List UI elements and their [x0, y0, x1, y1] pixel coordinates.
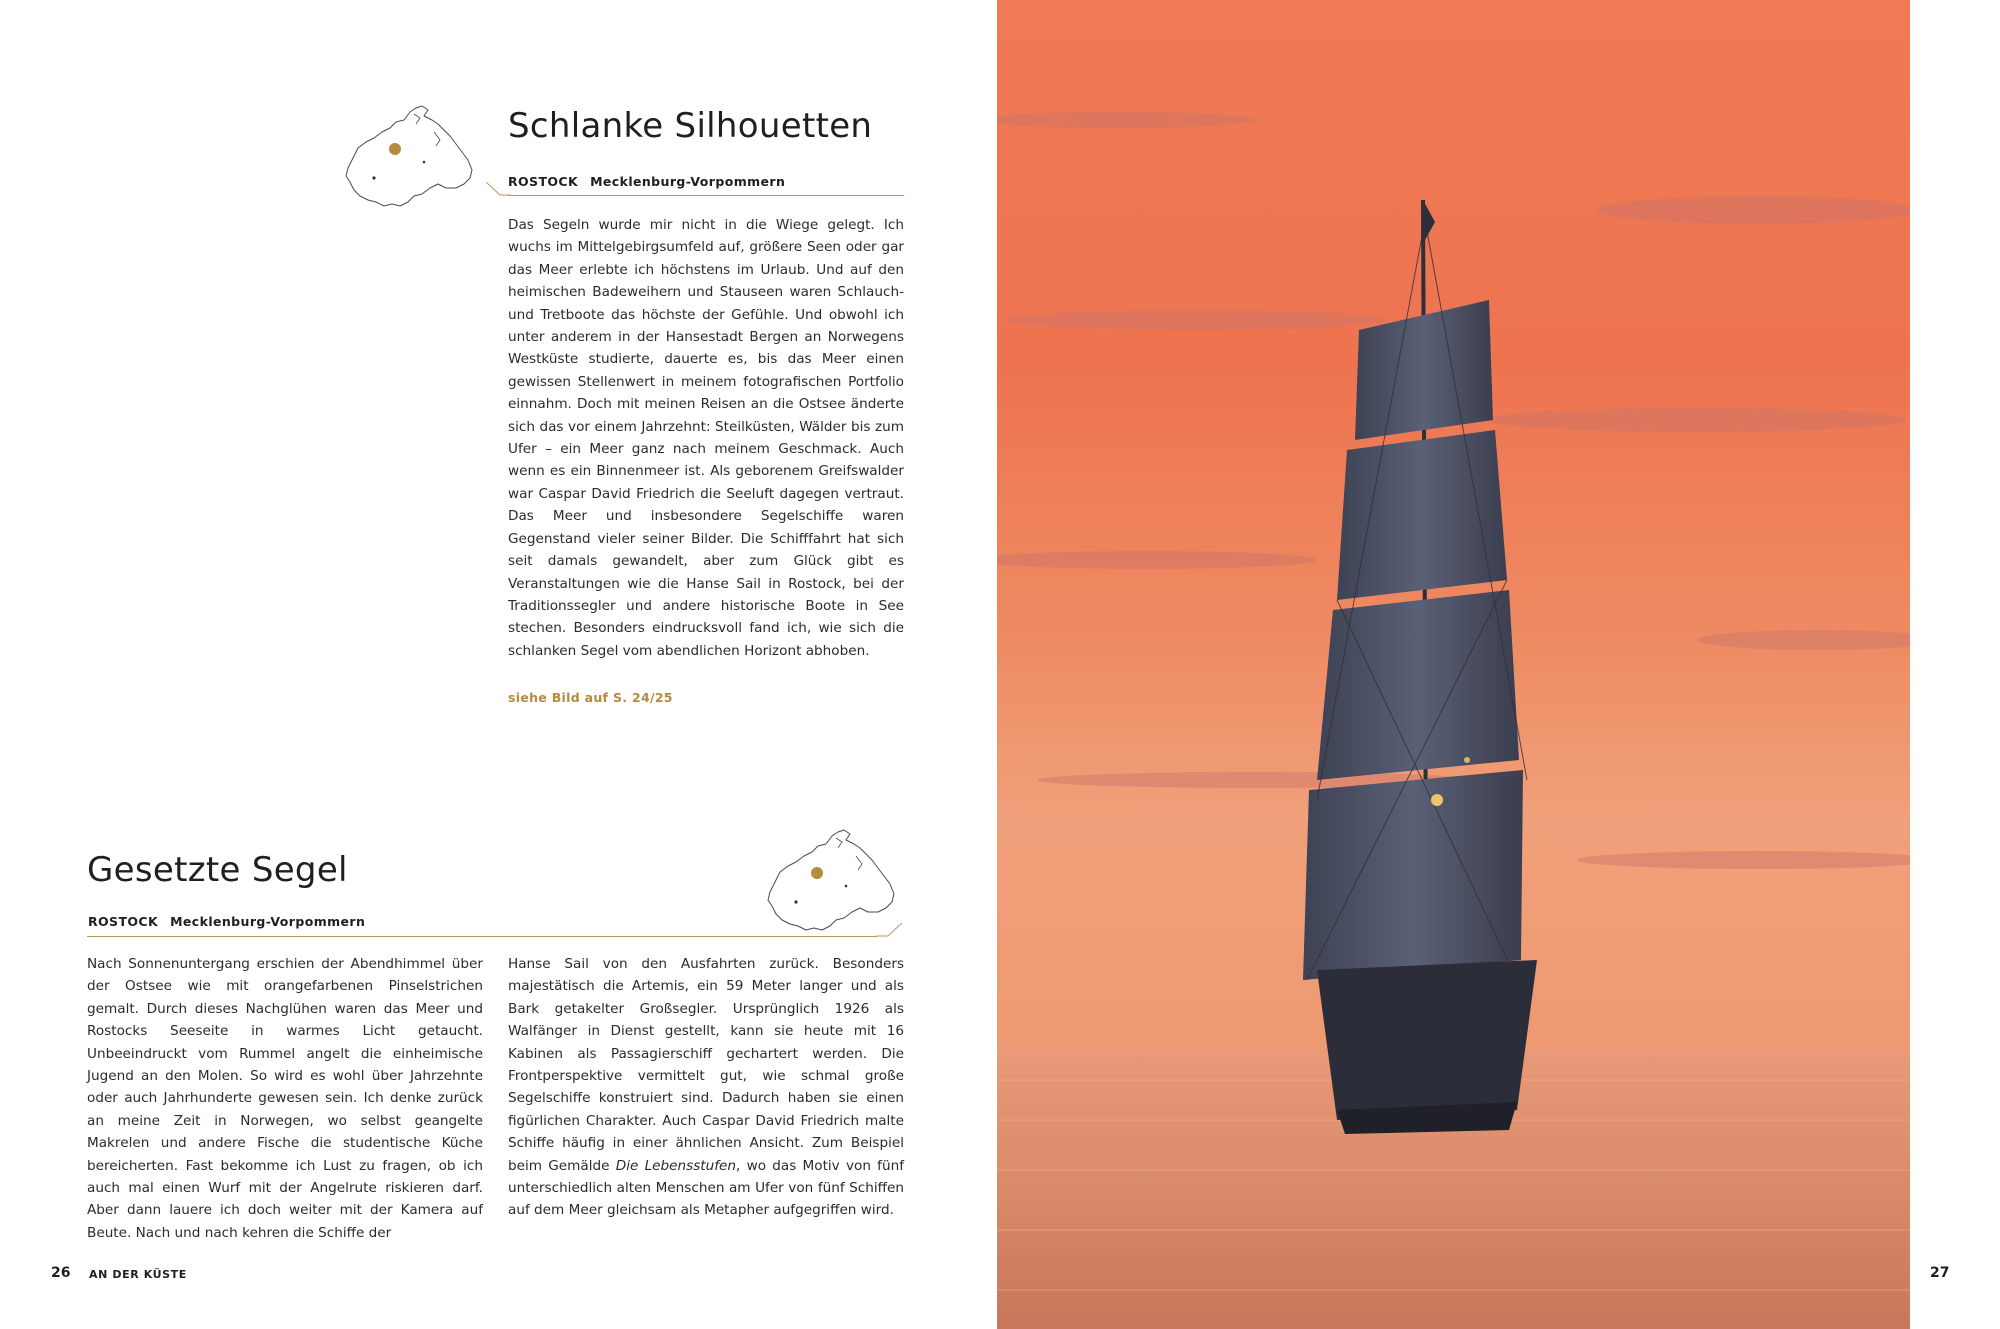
section2-body-column-2	[508, 953, 904, 1222]
chapter-label: AN DER KÜSTE	[89, 1268, 187, 1281]
section2-rule	[87, 936, 877, 937]
section1-location	[508, 174, 785, 189]
painting-title: Die Lebensstufen	[615, 1157, 737, 1174]
section2-rule-pointer	[876, 922, 902, 938]
section2-body-column-1: Nach Sonnenuntergang erschien der Abendhimmel über der Ostsee wie mit orangefarbenen Pinselstrichen gemalt. Durch dieses Nachglühen waren das Meer und Rostocks Seeseite in warmes Licht getaucht. Unbeeindruckt vom Rummel angelt die einheimische Jugend an den Molen. So wird es wohl über Jahrzehnte oder auch Jahrhunderte gewesen sein. Ich denke zurück an meine Zeit in Norwegen, wo selbst geangelte Makrelen und andere Fische die studentische Küche bereicherten. Fast bekomme ich Lust zu fragen, ob ich auch mal einen Wurf mit der Angelrute riskieren darf. Aber dann lauere ich doch weiter mit der Kamera auf Beute. Nach und nach kehren die Schiffe der	[87, 956, 483, 1241]
section1-region: Mecklenburg-Vorpommern	[590, 174, 786, 189]
right-page-number: 27	[1930, 1265, 1950, 1281]
mecklenburg-map-icon	[766, 826, 908, 936]
right-page	[997, 0, 2000, 1329]
section2-city: ROSTOCK	[88, 914, 159, 929]
section2-region: Mecklenburg-Vorpommern	[170, 914, 366, 929]
section2-col2-text: Hanse Sail von den Ausfahrten zurück. Besonders majestätisch die Artemis, ein 59 Meter langer und als Bark getakelter Großsegler. Ursprünglich 1926 als Walfänger in Dienst gestellt, kann sie heute mit 16 Kabinen als Passagierschiff gechartert werden. Die Frontperspektive vermittelt gut, wie schmal große Segelschiffe konstruiert sind. Dadurch haben sie einen figürlichen Charakter. Auch Caspar David Friedrich malte Schiffe häufig in einer ähnlichen Ansicht. Zum Beispiel beim Gemälde	[508, 956, 904, 1174]
left-page	[0, 0, 997, 1329]
section1-body: Das Segeln wurde mir nicht in die Wiege gelegt. Ich wuchs im Mittelgebirgsumfeld auf, größere Seen oder gar das Meer erlebte ich höchstens im Urlaub. Und auf den heimischen Badeweihern und Stauseen waren Schlauch- und Tretboote das höchste der Gefühle. Und obwohl ich unter anderem in der Hansestadt Bergen an Norwegens Westküste studierte, dauerte es, bis das Meer einen gewissen Stellenwert in meinem fotografischen Portfolio einnahm. Doch mit meinen Reisen an die Ostsee änderte sich das vor einem Jahrzehnt: Steilküsten, Wälder bis zum Ufer – ein Meer ganz nach meinem Geschmack. Auch wenn es ein Binnenmeer ist. Als geborenem Greifswalder war Caspar David Friedrich die Seeluft dagegen vertraut. Das Meer und insbesondere Segelschiffe waren Gegenstand vieler seiner Bilder. Die Schifffahrt hat sich seit damals gewandelt, aber zum Glück gibt es Veranstaltungen wie die Hanse Sail in Rostock, bei der Traditionssegler und andere historische Boote in See stechen. Besonders eindrucksvoll fand ich, wie sich die schlanken Segel vom abendlichen Horizont abhoben.	[508, 217, 904, 659]
mecklenburg-map-icon	[344, 102, 486, 212]
section1-city: ROSTOCK	[508, 174, 579, 189]
tall-ship-sunset-photo	[997, 0, 1910, 1329]
section2-col2-text-end: , wo das Motiv von fünf unterschiedlich alten Menschen am Ufer von fünf Schiffen auf dem Meer gleichsam als Metapher aufgegriffen wird.	[508, 1157, 904, 1219]
section1-rule-pointer	[486, 182, 510, 198]
section1-rule	[508, 195, 904, 196]
left-page-number: 26	[51, 1265, 71, 1281]
section2-title: Gesetzte Segel	[87, 850, 348, 890]
section2-location	[88, 914, 365, 929]
section1-title: Schlanke Silhouetten	[508, 106, 873, 146]
section1-page-reference: siehe Bild auf S. 24/25	[508, 690, 673, 705]
